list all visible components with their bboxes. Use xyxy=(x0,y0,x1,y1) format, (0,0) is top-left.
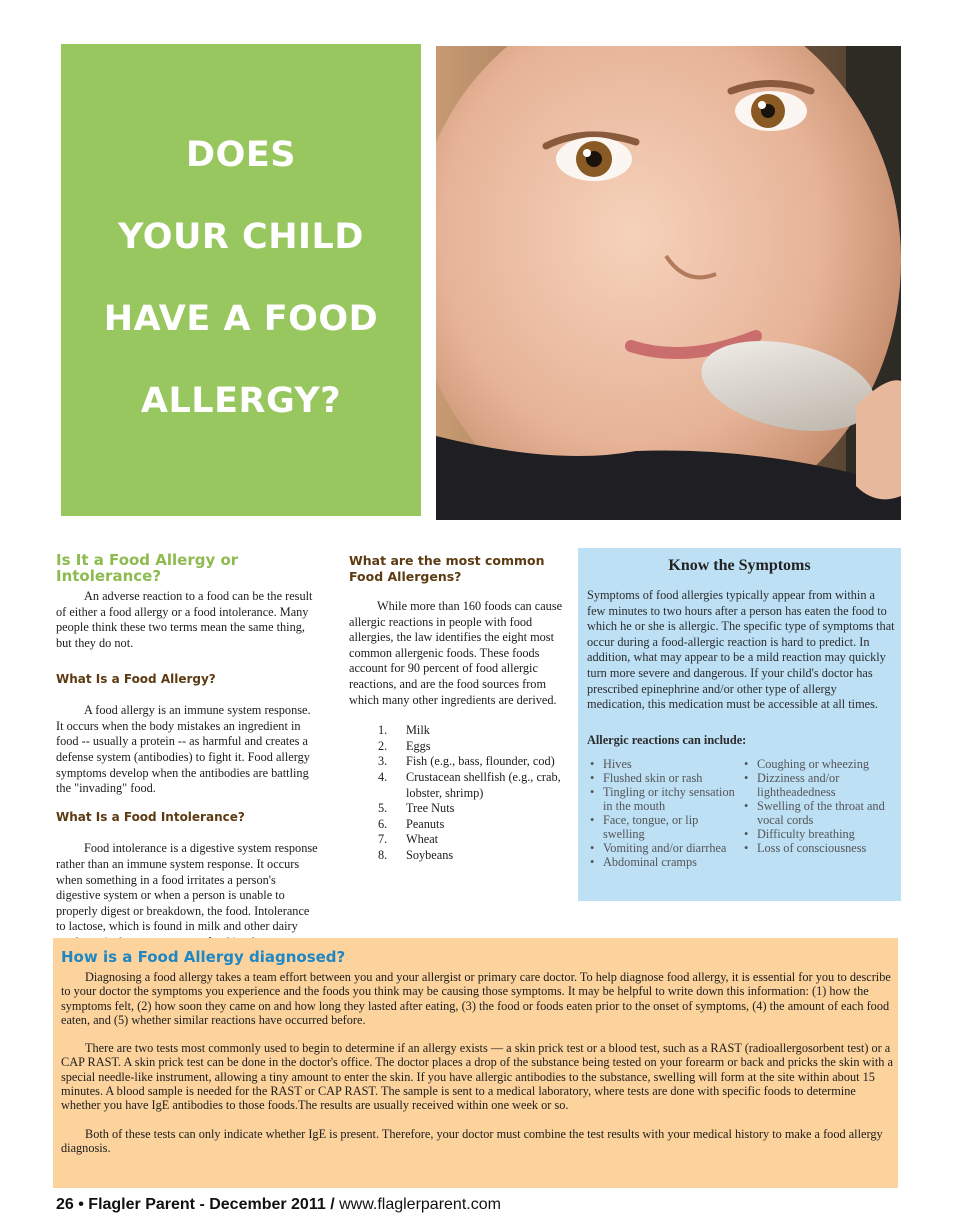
list-item: 1. Milk xyxy=(378,723,430,738)
footer-page-info: 26 • Flagler Parent - December 2011 / xyxy=(56,1196,335,1213)
reactions-list-left xyxy=(587,757,735,869)
list-item: 5. Tree Nuts xyxy=(378,801,455,816)
intolerance-paragraph: Food intolerance is a digestive system response rather than an immune system response. It occurs when something in a food irritates a person's digestive system or when a person is unable to properly digest or breakdown, the food. Intolerance to lactose, which is found in milk and other dairy xyxy=(56,841,318,934)
list-item: • Face, tongue, or lip swelling xyxy=(587,813,735,841)
hero-title-line: DOES xyxy=(186,135,296,175)
list-item: • Dizziness and/or lightheadedness xyxy=(741,771,896,799)
list-item: • Hives xyxy=(587,757,735,771)
hero-title-line: HAVE A FOOD xyxy=(103,299,379,339)
list-item: 4. Crustacean shellfish (e.g., crab, lobster, shrimp) xyxy=(378,769,561,800)
allergy-vs-intolerance-column xyxy=(56,553,320,950)
allergy-paragraph: A food allergy is an immune system response. It occurs when the body mistakes an ingredient in food -- usually a protein -- as harmful and creates a defense system (antibodies) to fight it. Food allergy symptoms develop when the antibodies are battling the "invading" food. xyxy=(56,703,311,796)
know-the-symptoms-box xyxy=(578,548,901,901)
hero-title xyxy=(61,114,421,442)
child-photo xyxy=(436,46,901,520)
list-item: 2. Eggs xyxy=(378,738,431,753)
section-heading: What are the most common Food Allergens? xyxy=(349,553,545,584)
section-heading: Is It a Food Allergy or Intolerance? xyxy=(56,551,239,585)
diagnosis-body xyxy=(61,970,893,1169)
child-photo-illustration xyxy=(436,46,901,520)
common-allergens-column xyxy=(349,553,563,864)
intro-paragraph: An adverse reaction to a food can be the result of either a food allergy or a food intolerance. Many people think these two terms mean the same thing, but they do not. xyxy=(56,589,313,650)
box-title: Know the Symptoms xyxy=(668,557,811,574)
page-footer xyxy=(56,1196,501,1214)
diagnosis-box xyxy=(53,938,898,1188)
list-item: 8. Soybeans xyxy=(378,847,454,862)
footer-url[interactable]: www.flaglerparent.com xyxy=(339,1196,501,1213)
allergens-paragraph: While more than 160 foods can cause allergic reactions in people with food allergies, the law identifies the eight most common allergenic foods. These foods account for 90 percent of food allergic reactions, and are the food sources from which many other ingredients are derived. xyxy=(349,599,563,707)
list-item: • Vomiting and/or diarrhea xyxy=(587,841,735,855)
diagnosis-paragraph: Diagnosing a food allergy takes a team effort between you and your allergist or primary care doctor. To help diagnose food allergy, it is essential for you to describe to your doctor the symptoms you experience and the foods you think may be causing those symptoms. It may be helpful to write down this information: (1) how the symptoms felt, (2) how soon they came on and how long they lasted after eating, (3) the food or foods eaten prior to the onset of symptoms, (4) the amount of each food eaten, and (5) whether similar reactions have occurred before. xyxy=(61,970,891,1027)
list-item: • Loss of consciousness xyxy=(741,841,896,855)
list-item: • Swelling of the throat and vocal cords xyxy=(741,799,896,827)
list-item: • Coughing or wheezing xyxy=(741,757,896,771)
list-item: • Flushed skin or rash xyxy=(587,771,735,785)
subsection-heading: What Is a Food Intolerance? xyxy=(56,809,245,824)
list-item: 6. Peanuts xyxy=(378,816,445,831)
list-item: 7. Wheat xyxy=(378,832,439,847)
hero-title-panel xyxy=(61,44,421,516)
section-heading: How is a Food Allergy diagnosed? xyxy=(61,948,346,966)
reactions-list-right xyxy=(741,757,896,855)
hero-title-line: ALLERGY? xyxy=(140,381,342,421)
list-item: 3. Fish (e.g., bass, flounder, cod) xyxy=(378,754,555,769)
subsection-heading: What Is a Food Allergy? xyxy=(56,671,216,686)
hero-title-line: YOUR CHILD xyxy=(118,217,364,257)
diagnosis-paragraph: There are two tests most commonly used to begin to determine if an allergy exists — a skin prick test or a blood test, such as a RAST (radioallergosorbent test) or a CAP RAST. A skin prick test can be done in the doctor's office. The doctor places a drop of the substance being tested on your forearm or back and pricks the skin with a special needle-like instrument, allowing a tiny amount to enter the skin. If you have allergic antibodies to the substance, swelling will form at the site within about 15 minutes. A blood sample is needed for the RAST or CAP RAST. The sample is sent to a medical laboratory, where tests are done with specific foods to determine whether you have IgE antibodies to those foods.The results are usually received within one week or so. xyxy=(61,1041,893,1113)
diagnosis-paragraph: Both of these tests can only indicate whether IgE is present. Therefore, your doctor must combine the test results with your medical history to make a food allergy diagnosis. xyxy=(61,1126,883,1155)
allergen-list xyxy=(378,723,563,863)
list-item: • Difficulty breathing xyxy=(741,827,896,841)
list-item: • Abdominal cramps xyxy=(587,855,735,869)
symptoms-paragraph: Symptoms of food allergies typically appear from within a few minutes to two hours after a person has eaten the food to which he or she is allergic. The specific type of symptoms that occur during a food-allergic reaction is hard to predict. In addition, what may appear to be a mild reaction may quickly turn more severe and dangerous. If your child's doctor has prescribed epinephrine and/or other type of allergy medication, this medication must be accessible at all times. xyxy=(587,588,895,712)
list-item: • Tingling or itchy sensation in the mouth xyxy=(587,785,735,813)
reactions-subheading: Allergic reactions can include: xyxy=(587,733,747,747)
